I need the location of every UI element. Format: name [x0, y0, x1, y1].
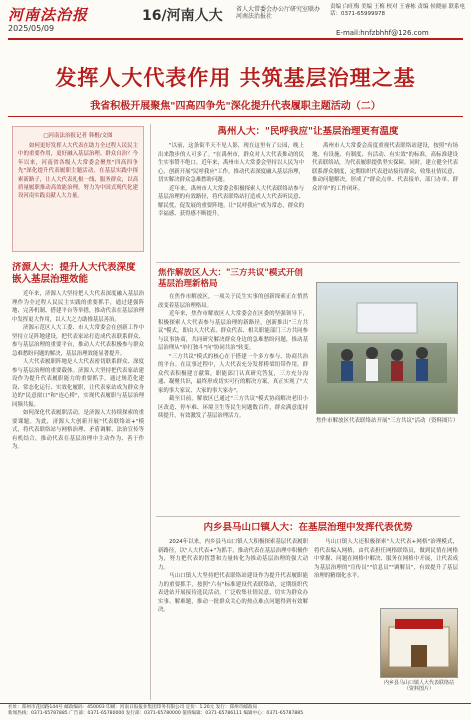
- intro-box: [12, 126, 144, 252]
- photo-caption: 焦作市解放区代表联络站开展"三方共议"活动（资料图片）: [316, 418, 459, 424]
- top-rule: [8, 38, 463, 40]
- paragraph: 近年来，济源人大坚持把人大代表深度融入基层治理作为全过程人民民主实践的重要抓手，通过建强阵地、完善机制、搭建平台等举措，推动代表在基层治理中发挥更大作用，以人大之力助推基层善治。: [12, 291, 144, 323]
- section-yuzhou: [158, 126, 458, 258]
- paragraph: 人大代表履职阵地是人大代表密切联系群众、深度参与基层治理的重要载体。济源人大坚持把代表家站建设作为提升代表履职能力的重要抓手，通过规范化建设、常态化运行、实效化履职，让代表家站成为群众身边的"民意窗口"和"连心桥"，实现代表履职与基层治理同频共振。: [12, 359, 144, 408]
- sub-headline: 我省积极开展聚焦"四高四争先"深化提升代表履职主题活动（二）: [90, 101, 381, 112]
- newspaper-logo: 河南法治报: [8, 6, 89, 24]
- issue-date: 2025/05/09: [8, 24, 55, 33]
- building-icon: [381, 609, 457, 677]
- people-meeting-icon: [317, 283, 457, 413]
- column-divider: [150, 124, 151, 700]
- paragraph: 济源示范区人大工委、市人大常委会在创新工作中坚持立足阵地建设，把代表家站打造成代表联系群众、参与基层治理的重要平台，推动人大代表积极参与群众急难愁盼问题的解决，基层治理效能显著提升。: [12, 325, 144, 357]
- page-label: 16/河南人大: [142, 8, 223, 24]
- section-jiaozuo: [158, 268, 308, 512]
- council-photo: [316, 282, 458, 414]
- page-footer: [0, 703, 471, 718]
- section-title: 焦作解放区人大："三方共议"模式开创基层治理新格局: [158, 268, 303, 289]
- section-title: 济源人大：提升人大代表深度嵌入基层治理效能: [12, 262, 136, 285]
- paragraph: 近年来，禹州市人大常委会积极探索人大代表联络站参与基层治理的有效路径，将代表联络站打造成人大代表听民意、解民忧、促发展的重要阵地，让"民呼我应"成为常态，群众的幸福感、获得感不断提升。: [158, 185, 304, 217]
- paragraph: "以前，这条街半天不见人影，现在这里有了公园，晚上出来散步的人可多了。"在禹州市，群众对人大代表推动的民生实事赞不绝口。近年来，禹州市人大常委会坚持以人民为中心，创新开展"民呼我应"工作，推动代表深度融入基层治理，切实解决群众急难愁盼问题。: [158, 143, 304, 183]
- contact-email: E-mail:hnfzbhhf@126.com: [336, 29, 429, 37]
- section-jiyuan: [12, 262, 144, 700]
- paragraph: 2024年以来，内乡县马山口镇人大积极探索基层代表履职新路径，以"人大代表+"为抓手，推动代表在基层治理中积极作为，努力把代表的智慧和力量转化为推动基层治理的强大动力。: [158, 539, 308, 571]
- footer-line: 社址：郑州市花园路144号 邮政编码：450003 印刷：河南日报报业集团印务有限公司 定价：1.20元 发行：郑州市邮政局: [8, 705, 258, 710]
- main-headline: 发挥人大代表作用 共筑基层治理之基: [55, 65, 416, 90]
- paragraph: 马山口镇人大坚持把代表联络站建设作为提升代表履职能力的重要抓手，按照"六有"标准建设代表联络站，定期组织代表进站开展接待选民活动，广泛收集社情民意，切实为群众办实事、解难题，推动一批群众关心的热点难点问题得到有效解决。: [158, 573, 308, 613]
- paragraph: 禹州市人大常委会高度重视代表联络站建设，按照"有场地、有设施、有制度、有活动、有实效"的标准，高标准建设代表联络站，为代表履职提供坚实保障。同时，建立健全代表联系群众制度，定期组织代表进站接待群众，收集社情民意，推动问题解决，形成了"群众点单、代表接单、部门办单、群众评单"的工作闭环。: [312, 143, 458, 192]
- paragraph: 截至目前，解放区已通过"三方共议"模式协商解决老旧小区改造、停车难、环境卫生等民生问题数百件，群众满意度持续提升，有效激发了基层治理活力。: [158, 396, 308, 419]
- paragraph: 如何深化代表履职活动，是济源人大持续探索的重要课题。为此，济源人大创新开展"代表联络站+"模式，将代表联络站与网格治理、矛盾调解、法治宣传等有机结合，推动代表在基层治理中主动作为、善于作为。: [12, 410, 144, 450]
- paragraph: 近年来，焦作市解放区人大常委会在区委的坚强领导下，积极探索人大代表参与基层治理的新路径，创新推出"三方共议"模式，即由人大代表、群众代表、相关职能部门三方共同参与议事协商，共同研究解决群众身边的急难愁盼问题，推动基层治理从"单打独斗"向"协同共治"转变。: [158, 311, 308, 351]
- station-photo: [380, 608, 458, 678]
- editor-credits: 责编 白旺梅 美编 王梅 校对 王睿栋 责编 侯晓丽 联系电话：0371-65999978: [330, 4, 465, 17]
- footer-line: 新闻热线：0371-65787885 广告部：0371-65780000 发行部：0371-65780000 值班编辑：0371-65786111 编辑中心：0371-65787885: [8, 711, 304, 716]
- headline-rule: [8, 116, 463, 117]
- photo-caption: 内乡县马山口镇人大代表联络站（资料图片）: [383, 680, 454, 692]
- intro-text: 如何更好发挥人大代表在助力全过程人民民主中的重要作用，更好融入基层治理、群众自治？今年以来，河南省各级人大常委会聚焦"四高四争先"深化提升代表履职主题活动，在基层实践中探索新路子，让人大代表扎根一线、服务群众，以高质量履职推动高效能治理，努力为中国式现代化建设河南实践贡献人大力量。: [18, 143, 138, 200]
- paragraph: 在焦作市解放区，一项关于民生实事的创新探索正在悄然改变着基层治理格局。: [158, 294, 308, 309]
- paragraph: "三方共议"模式的核心在于搭建一个多方参与、协商共治的平台。在议事过程中，人大代表充分发挥桥梁纽带作用，群众代表积极建言献策，职能部门认真研究答复，三方充分沟通、凝聚共识，最终形成切实可行的解决方案，真正实现了"大家的事大家议、大家的事大家办"。: [158, 353, 308, 394]
- page-kicker: 省人大常委会办公厅研究室联办 河南法治报社: [236, 6, 321, 20]
- byline: □河南法治报记者 韩楷/文图: [43, 133, 113, 139]
- section-title: 内乡县马山口镇人大：在基层治理中发挥代表优势: [203, 522, 413, 533]
- section-divider: [156, 262, 460, 263]
- section-title: 禹州人大："民呼我应"让基层治理更有温度: [217, 126, 399, 137]
- paragraph: 马山口镇人大还积极探索"人大代表+网格"治理模式，将代表编入网格，由代表担任网格联络员，做到民情在网格中掌握、问题在网格中解决、服务在网格中开展，让代表成为基层治理的"宣传员""信息员""调解员"，有效提升了基层治理的精细化水平。: [314, 539, 458, 579]
- section-divider: [156, 516, 460, 517]
